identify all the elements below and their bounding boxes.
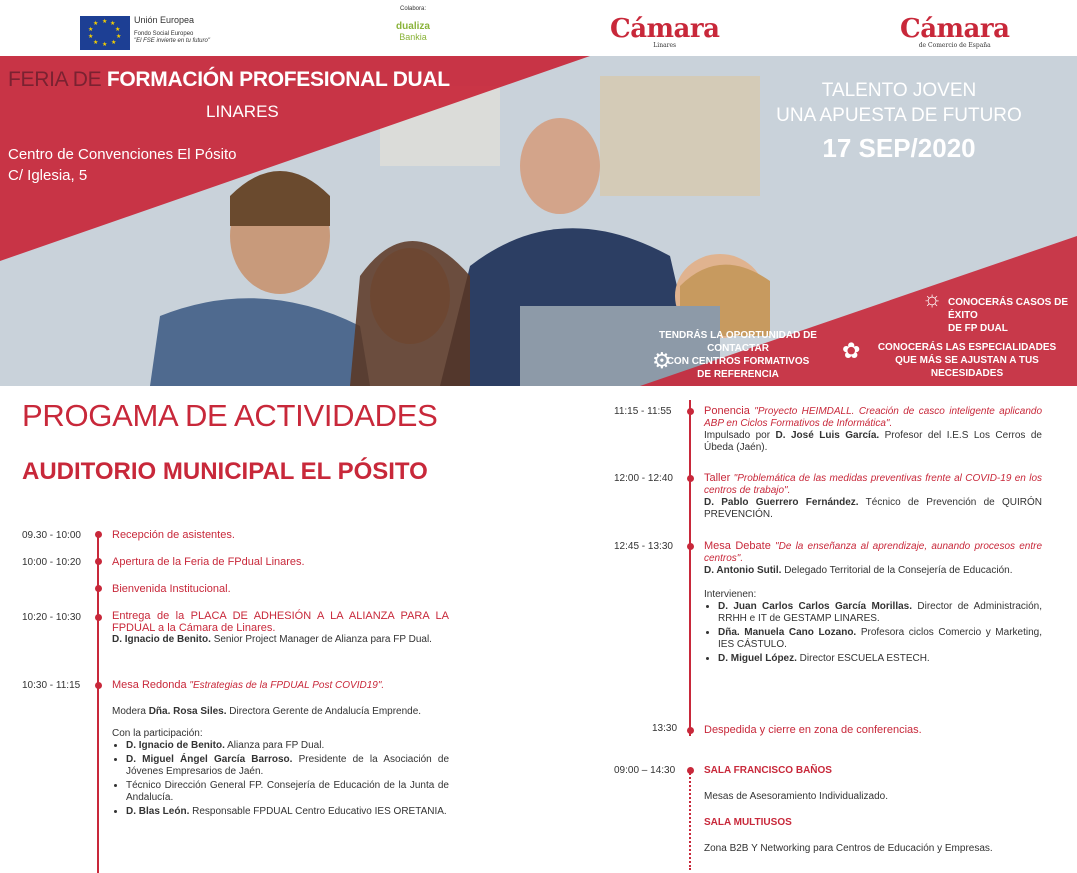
venue-address: C/ Iglesia, 5 [8,167,88,184]
agenda-title: Ponencia [704,405,750,417]
room-desc: Mesas de Asesoramiento Individualizado. [704,791,888,802]
list-item: • D. Miguel López. Director ESCUELA ESTECH. [718,653,1042,665]
camara-espana-name: Cámara [900,14,1010,44]
agenda-item [704,765,1054,855]
time-slot: 11:15 - 11:55 [614,406,672,417]
intervienen-label: Intervienen: [704,589,757,600]
agenda-title: Apertura de la Feria de FPdual Linares. [112,556,305,568]
speaker-name: D. Antonio Sutil. [704,565,782,576]
room-name: SALA FRANCISCO BAÑOS [704,765,832,776]
list-item: • D. Miguel Ángel García Barroso. Presidente de la Asociación de Jóvenes Empresarios de Jaén. [126,754,449,778]
agenda-item: Ponencia "Proyecto HEIMDALL. Creación de casco inteligente aplicando ABP en Ciclos Formativos de Informática". Impulsado por D. José Luis García. Profesor del I.E.S Los Cerros de Úbeda (Jaén). [704,405,1042,453]
speaker-desc: Técnico de Prevención de QUIRÓN PREVENCIÓN. [704,497,1042,520]
speaker-name: D. Ignacio de Benito. [112,634,211,645]
agenda-item [112,556,452,569]
speaker-name: D. José Luis García. [775,430,880,441]
speaker-desc: Senior Project Manager de Alianza para FP Dual. [213,634,432,645]
timeline-dot [687,543,694,550]
carrot-icon: ✿ [842,338,861,363]
agenda-item [704,472,1042,521]
logo-bar [0,0,1077,56]
left-timeline [97,533,99,873]
camara-linares-name: Cámara [610,14,720,44]
agenda-title: Entrega de la PLACA DE ADHESIÓN A LA ALIANZA PARA LA FPDUAL a la Cámara de Linares. [112,610,449,634]
list-item: • Técnico Dirección General FP. Consejería de Educación de la Junta de Andalucía. [126,780,449,804]
timeline-dot [95,682,102,689]
time-slot: 10:20 - 10:30 [22,612,81,623]
participant-list [704,601,1042,665]
timeline-dot [687,767,694,774]
timeline-dot [687,727,694,734]
eu-flag-icon: ★ ★ ★ ★ ★ ★ ★ ★ ★ ★ [80,16,130,50]
fair-venue [8,144,236,186]
time-slot: 10:30 - 11:15 [22,680,81,691]
agenda-title: Mesa Redonda [112,679,187,691]
eu-fund: Fondo Social Europeo [134,31,194,37]
hero-banner [0,56,1077,386]
benefit-3-line1: CONOCERÁS LAS ESPECIALIDADES [877,342,1057,353]
participant-list [112,740,449,818]
list-item: • D. Ignacio de Benito. Alianza para FP Dual. [126,740,449,752]
program-venue: AUDITORIO MUNICIPAL EL PÓSITO [22,458,428,485]
agenda-item [112,583,452,596]
agenda-title: Taller [704,472,731,484]
camara-espana-logo [900,14,1010,49]
list-item: • D. Blas León. Responsable FPDUAL Centro Educativo IES ORETANIA. [126,806,449,818]
timeline-dot [95,558,102,565]
eu-label [134,16,210,45]
agenda-topic: "Problemática de las medidas preventivas frente al COVID-19 en los centros de trabajo". [704,473,1042,496]
tagline-line2: UNA APUESTA DE FUTURO [776,105,1022,126]
camara-espana-sub: de Comercio de España [918,42,991,49]
list-item: • Dña. Manuela Cano Lozano. Profesora ciclos Comercio y Marketing, IES CÁSTULO. [718,627,1042,651]
timeline-dot [95,614,102,621]
speaker-desc: Delegado Territorial de la Consejería de Educación. [784,565,1013,576]
fair-title [8,68,450,92]
agenda-item [704,540,1042,667]
colabora-label: Colabora: [399,6,426,12]
fair-city: LINARES [206,102,279,121]
benefit-specialties [872,341,1062,380]
camara-linares-logo [610,14,720,49]
event-date: 17 SEP/2020 [822,133,976,163]
list-item: • D. Juan Carlos Carlos García Morillas. Director de Administración, RRHH e IT de GESTAMP LINARES. [718,601,1042,625]
moderator-name: Dña. Rosa Siles. [148,706,227,717]
time-slot: 10:00 - 10:20 [22,557,81,568]
agenda-title: Bienvenida Institucional. [112,583,231,595]
network-icon: ⚙ [652,348,672,373]
moderator-label: Modera [112,706,146,717]
benefit-2-line1: TENDRÁS LA OPORTUNIDAD DE CONTACTAR [659,330,817,354]
tagline [760,78,1038,168]
bankia-name: Bankia [399,32,427,42]
time-slot: 13:30 [652,723,678,734]
timeline-dot [687,408,694,415]
time-slot: 12:45 - 13:30 [614,541,673,552]
speaker-name: D. Pablo Guerrero Fernández. [704,497,859,508]
benefit-1-line1: CONOCERÁS CASOS DE ÉXITO [948,297,1069,321]
fair-title-main: FORMACIÓN PROFESIONAL DUAL [106,68,450,91]
agenda-item [112,679,449,820]
room-name: SALA MULTIUSOS [704,817,792,828]
time-slot: 12:00 - 12:40 [614,473,673,484]
agenda-topic: "De la enseñanza al aprendizaje, aunando procesos entre centros". [704,541,1042,564]
timeline-dot [95,585,102,592]
dualiza-logo [388,22,438,42]
dualiza-name: dualiza [396,21,430,32]
agenda-topic: "Estrategias de la FPDUAL Post COVID19". [189,680,385,691]
agenda-item [704,724,1042,737]
benefit-success-cases [948,296,1077,335]
benefit-2-line2: CON CENTROS FORMATIVOS [666,356,810,367]
benefit-1-line2: DE FP DUAL [948,323,1008,334]
benefit-3-line2: QUE MÁS SE AJUSTAN A TUS NECESIDADES [895,355,1039,379]
eu-motto: "El FSE invierte en tu futuro" [134,38,210,44]
agenda-item [112,529,452,542]
moderator-desc: Directora Gerente de Andalucía Emprende. [229,706,422,717]
speaker-desc: Profesor del I.E.S Los Cerros de Úbeda (Jaén). [704,430,1042,453]
agenda-title: Despedida y cierre en zona de conferencias. [704,724,922,736]
tagline-line1: TALENTO JOVEN [821,80,977,101]
lightbulb-icon: ☼ [922,286,943,311]
right-timeline-dotted [689,770,691,870]
agenda-title: Mesa Debate [704,540,771,552]
agenda-item [112,610,449,646]
benefit-2-line3: DE REFERENCIA [697,369,779,380]
agenda-topic: "Proyecto HEIMDALL. Creación de casco inteligente aplicando ABP en Ciclos Formativos de Informática". [704,406,1042,429]
participation-label: Con la participación: [112,728,203,739]
eu-title: Unión Europea [134,15,195,25]
time-slot: 09.30 - 10:00 [22,530,81,541]
fair-title-prefix: FERIA DE [8,68,102,91]
right-timeline [689,400,691,736]
program-title: PROGAMA DE ACTIVIDADES [22,398,438,433]
camara-linares-sub: Linares [653,42,677,49]
benefit-contact-centers [648,329,828,381]
agenda-title: Recepción de asistentes. [112,529,235,541]
time-slot: 09:00 – 14:30 [614,765,676,776]
venue-name: Centro de Convenciones El Pósito [8,146,237,163]
timeline-dot [95,531,102,538]
timeline-dot [687,475,694,482]
room-desc: Zona B2B Y Networking para Centros de Educación y Empresas. [704,843,993,854]
